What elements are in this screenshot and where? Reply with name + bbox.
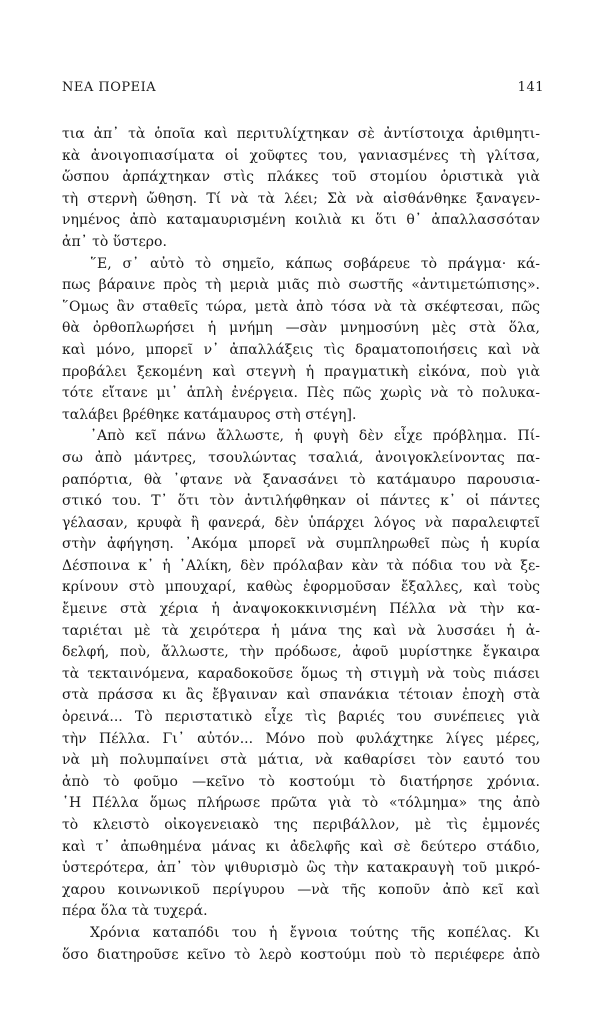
text-line: κρίνουν στὸ μπουχαρί, καθὼς ἐφορμοῦσαν ἔξαλλες, καὶ τοὺς bbox=[62, 579, 540, 596]
text-line: ῾Η Πέλλα ὅμως πλήρωσε πρῶτα γιὰ τὸ «τόλμημα» της ἀπὸ bbox=[62, 795, 540, 812]
text-line: ὑστερότερα, ἀπ᾽ τὸν ψιθυρισμὸ ὣς τὴν κατακραυγὴ τοῦ μικρό- bbox=[62, 860, 540, 877]
text-line: ἔμεινε στὰ χέρια ἡ ἀναψοκοκκινισμένη Πέλλα νὰ τὴν κα- bbox=[62, 601, 540, 618]
text-line: ᾽Απὸ κεῖ πάνω ἄλλωστε, ἡ φυγὴ δὲν εἶχε πρόβλημα. Πί- bbox=[90, 428, 540, 445]
text-line: πως βάραινε πρὸς τὴ μεριὰ μιᾶς πιὸ σωστῆς «ἀντιμετώπισης». bbox=[62, 277, 540, 294]
text-line: ῞Ομως ἂν σταθεῖς τώρα, μετὰ ἀπὸ τόσα νὰ τὰ σκέφτεσαι, πῶς bbox=[62, 298, 540, 315]
text-line: ῞Ε, σ᾽ αὐτὸ τὸ σημεῖο, κάπως σοβάρευε τὸ πράγμα· κά- bbox=[90, 255, 540, 272]
text-line: χαρου κοινωνικοῦ περίγυρου —νὰ τῆς κοποῦν ἀπὸ κεῖ καὶ bbox=[62, 881, 540, 898]
text-line: στικό του. Τ᾽ ὅτι τὸν ἀντιλήφθηκαν οἱ πάντες κ᾽ οἱ πάντες bbox=[62, 493, 540, 510]
text-line: τὰ τεκταινόμενα, καραδοκοῦσε ὅμως τὴ στιγμὴ νὰ τοὺς πιάσει bbox=[62, 665, 540, 682]
text-line: Δέσποινα κ᾽ ἡ ᾽Αλίκη, δὲν πρόλαβαν κὰν τὰ πόδια του νὰ ξε- bbox=[62, 557, 540, 574]
text-line: ἀπὸ τὸ φοῦμο —κεῖνο τὸ κοστούμι τὸ διατήρησε χρόνια. bbox=[62, 773, 540, 790]
text-line: ἀπ᾽ τὸ ὕστερο. bbox=[62, 233, 167, 250]
text-line: νημένος ἀπὸ καταμαυρισμένη κοιλιὰ κι ὅτι θ᾽ ἀπαλλασσόταν bbox=[62, 212, 540, 229]
text-line: σω ἀπὸ μάντρες, τσουλώντας τσαλιά, ἀνοιγοκλείνοντας πα- bbox=[62, 449, 540, 466]
text-line: τὸ κλειστὸ οἰκογενειακὸ της περιβάλλον, μὲ τὶς ἐμμονές bbox=[62, 817, 540, 833]
text-line: κὰ ἀνοιγοπιασίματα οἱ χοῦφτες του, γανιασμένες τὴ γλίτσα, bbox=[62, 147, 540, 164]
text-line: νὰ μὴ πολυμπαίνει στὰ μάτια, νὰ καθαρίσει τὸν εαυτό του bbox=[62, 752, 540, 769]
text-line: Χρόνια καταπόδι του ἡ ἔγνοια τούτης τῆς κοπέλας. Κι bbox=[90, 924, 540, 941]
running-title: ΝΕΑ ΠΟΡΕΙΑ bbox=[62, 80, 157, 95]
text-line: προβάλει ξεκομένη καὶ στεγνὴ ἡ πραγματικὴ εἰκόνα, ποὺ γιὰ bbox=[62, 363, 540, 380]
text-line: τὴν Πέλλα. Γι᾽ αὐτόν... Μόνο ποὺ φυλάχτηκε λίγες μέρες, bbox=[62, 730, 540, 747]
text-line: ραπόρτια, θὰ ᾽φτανε νὰ ξανασάνει τὸ κατάμαυρο παρουσια- bbox=[62, 471, 540, 488]
text-line: στὴν ἀφήγηση. ᾽Ακόμα μπορεῖ νὰ συμπληρωθεῖ πὼς ἡ κυρία bbox=[62, 536, 540, 553]
text-line: καὶ μόνο, μπορεῖ ν᾽ ἀπαλλάξεις τὶς δραματοποιήσεις καὶ νὰ bbox=[62, 341, 540, 358]
text-line: ὅσο διατηροῦσε κεῖνο τὸ λερὸ κοστούμι ποὺ τὸ περιέφερε ἀπὸ bbox=[62, 946, 540, 963]
text-line: γέλασαν, κρυφὰ ἢ φανερά, δὲν ὑπάρχει λόγος νὰ παραλειφτεῖ bbox=[62, 514, 540, 531]
text-line: δελφή, ποὺ, ἄλλωστε, τὴν πρόδωσε, ἀφοῦ μυρίστηκε ἔγκαιρα bbox=[62, 644, 540, 661]
running-head bbox=[62, 80, 544, 95]
text-line: τια ἀπ᾽ τὰ ὁποῖα καὶ περιτυλίχτηκαν σὲ ἀντίστοιχα ἀριθμητι- bbox=[62, 126, 540, 142]
text-line: καὶ τ᾽ ἀπωθημένα μάνας κι ἀδελφῆς καὶ σὲ δεύτερο στάδιο, bbox=[62, 838, 540, 855]
text-line: ταριέται μὲ τὰ χειρότερα ἡ μάνα της καὶ νὰ λυσσάει ἡ ἀ- bbox=[62, 622, 540, 639]
text-line: ὀρεινά... Τὸ περιστατικὸ εἶχε τὶς βαριές του συνέπειες γιὰ bbox=[62, 709, 540, 726]
text-line: στὰ πράσσα κι ἂς ἔβγαιναν καὶ σπανάκια τέτοιαν ἐποχὴ στὰ bbox=[62, 687, 540, 704]
text-line: ὥσπου ἀρπάχτηκαν στὶς πλάκες τοῦ στομίου ὁριστικὰ γιὰ bbox=[62, 169, 540, 186]
text-line: πέρα ὅλα τὰ τυχερά. bbox=[62, 903, 208, 920]
body-text bbox=[62, 124, 540, 966]
text-line: τότε εἴτανε μι᾽ ἁπλὴ ἐνέργεια. Πὲς πῶς χωρὶς νὰ τὸ πολυκα- bbox=[62, 385, 540, 402]
text-line: τὴ στερνὴ ὤθηση. Τί νὰ τὰ λέει; Σὰ νὰ αἰσθάνθηκε ξαναγεν- bbox=[62, 190, 540, 207]
text-line: θὰ ὀρθοπλωρήσει ἡ μνήμη —σὰν μνημοσύνη μὲς στὰ ὅλα, bbox=[62, 320, 540, 337]
page-number: 141 bbox=[517, 80, 544, 95]
text-line: ταλάβει βρέθηκε κατάμαυρος στὴ στέγη]. bbox=[62, 406, 357, 423]
